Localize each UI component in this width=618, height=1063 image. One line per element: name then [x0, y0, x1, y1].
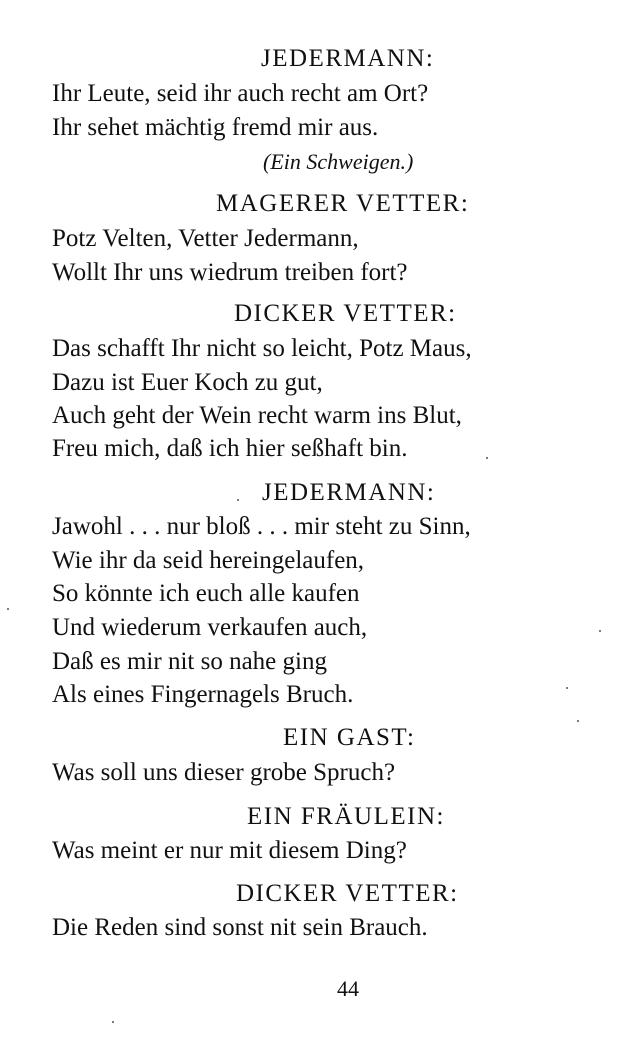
scan-speck [577, 720, 579, 722]
speaker-heading: EIN GAST: [283, 724, 416, 751]
scan-speck [112, 1021, 114, 1023]
speaker-heading: DICKER VETTER: [234, 300, 457, 327]
speaker-heading: JEDERMANN: [262, 479, 436, 506]
verse-line: Ihr Leute, seid ihr auch recht am Ort? [52, 80, 429, 107]
verse-line: Die Reden sind sonst nit sein Brauch. [52, 914, 428, 941]
scan-speck [566, 687, 568, 689]
speaker-heading: DICKER VETTER: [236, 880, 459, 907]
verse-line: Auch geht der Wein recht warm ins Blut, [52, 402, 462, 429]
verse-line: Dazu ist Euer Koch zu gut, [52, 369, 323, 396]
verse-line: Daß es mir nit so nahe ging [52, 648, 327, 675]
scan-speck [7, 608, 9, 610]
scan-speck [486, 457, 488, 459]
verse-line: Das schafft Ihr nicht so leicht, Potz Maus, [52, 335, 472, 362]
verse-line: Potz Velten, Vetter Jedermann, [52, 225, 359, 252]
scan-speck [237, 499, 239, 501]
verse-line: Was meint er nur mit diesem Ding? [52, 837, 407, 864]
verse-line: Jawohl . . . nur bloß . . . mir steht zu Sinn, [52, 513, 471, 540]
verse-line: Wollt Ihr uns wiedrum treiben fort? [52, 259, 408, 286]
verse-line: Ihr sehet mächtig fremd mir aus. [52, 114, 379, 141]
verse-line: Als eines Fingernagels Bruch. [52, 681, 354, 708]
speaker-heading: EIN FRÄULEIN: [247, 803, 445, 830]
verse-line: Und wiederum verkaufen auch, [52, 614, 368, 641]
verse-line: Was soll uns dieser grobe Spruch? [52, 759, 396, 786]
verse-line: Wie ihr da seid hereingelaufen, [52, 547, 365, 574]
verse-line: So könnte ich euch alle kaufen [52, 580, 360, 607]
scan-speck [599, 630, 601, 632]
verse-line: Freu mich, daß ich hier seßhaft bin. [52, 435, 408, 462]
speaker-heading: JEDERMANN: [261, 45, 435, 72]
stage-direction: (Ein Schweigen.) [263, 149, 414, 174]
speaker-heading: MAGERER VETTER: [216, 190, 470, 217]
page-number: 44 [337, 976, 359, 1001]
